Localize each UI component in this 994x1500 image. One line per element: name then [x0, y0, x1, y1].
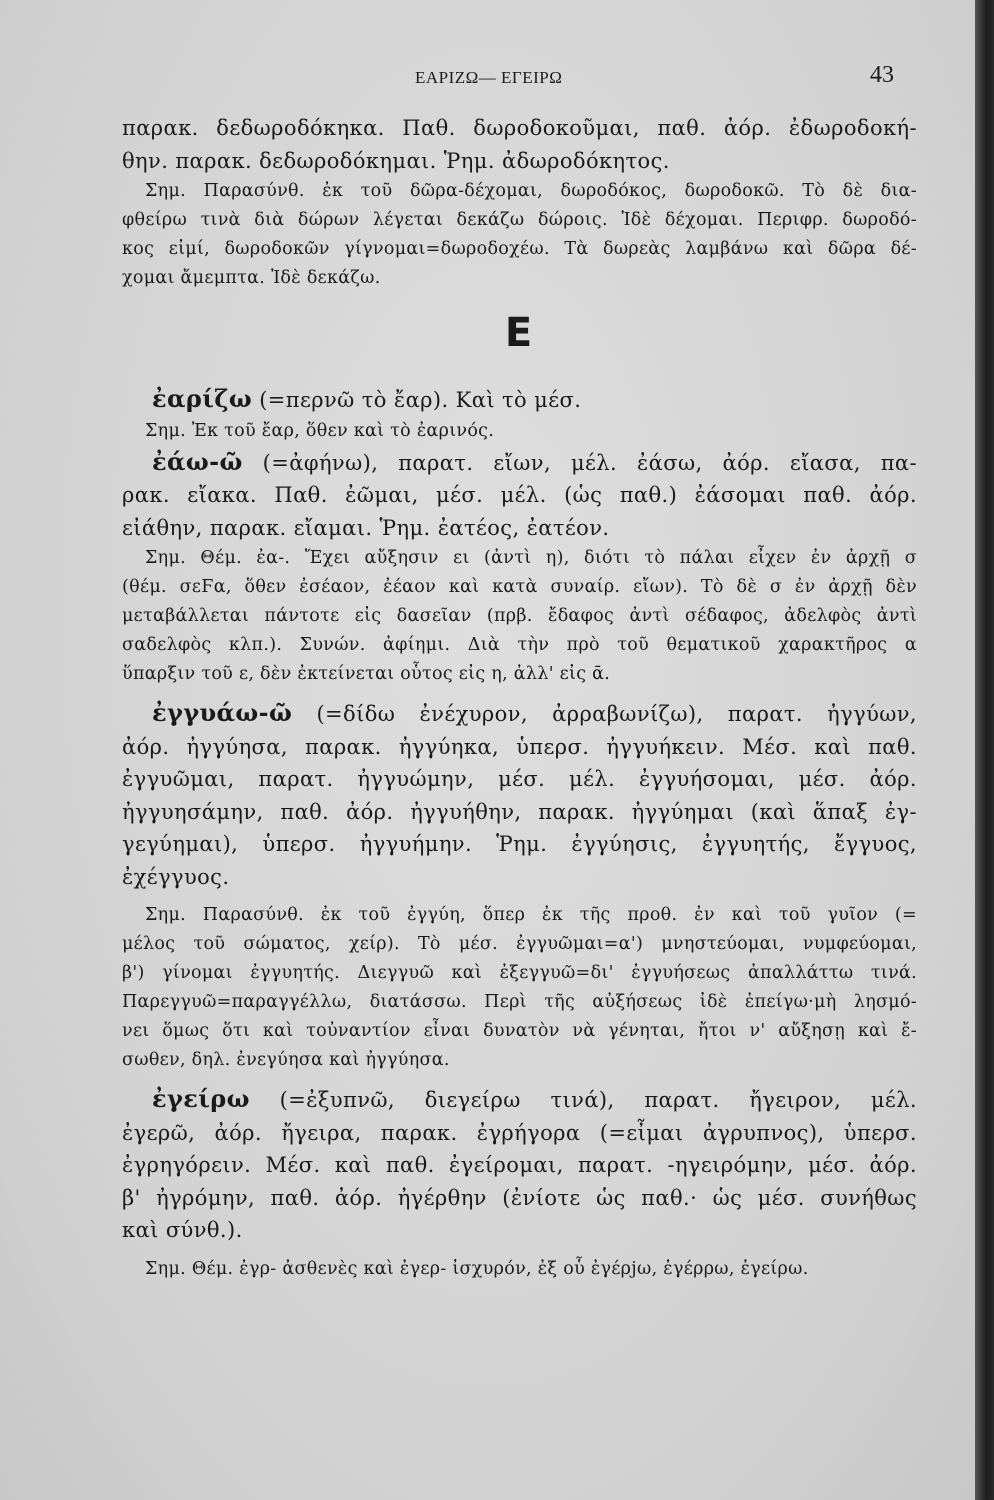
- note-line: σαδελφὸς κλπ.). Συνών. ἀφίημι. Διὰ τὴν πρὸ τοῦ θεματικοῦ χαρακτῆρος α: [122, 635, 917, 655]
- entry-definition: (=δίδω ἐνέχυρον, ἀρραβωνίζω), παρατ. ἠγγύων,: [316, 702, 917, 726]
- note-line: β') γίνομαι ἐγγυητής. Διεγγυῶ καὶ ἐξεγγυῶ=δι' ἐγγυήσεως ἀπαλλάττω τινά.: [122, 963, 917, 983]
- entry-headword: ἐγείρω: [152, 1084, 250, 1113]
- entry-line: ἀόρ. ἠγγύησα, παρακ. ἠγγύηκα, ὑπερσ. ἠγγυήκειν. Μέσ. καὶ παθ.: [122, 734, 917, 759]
- note-line: Σημ. Θέμ. ἐα-. Ἔχει αὔξησιν ει (ἀντὶ η), διότι τὸ πάλαι εἶχεν ἐν ἀρχῇ σ: [145, 548, 917, 568]
- entry-line: ἐγγυῶμαι, παρατ. ἠγγυώμην, μέσ. μέλ. ἐγγυήσομαι, μέσ. ἀόρ.: [122, 767, 917, 791]
- page-header: [0, 62, 975, 92]
- entry-definition: (=περνῶ τὸ ἔαρ). Καὶ τὸ μέσ.: [259, 388, 582, 412]
- page-number: 43: [870, 62, 894, 88]
- note-line: ὕπαρξιν τοῦ ε, δὲν ἐκτείνεται οὗτος εἰς η, ἀλλ' εἰς ᾱ.: [122, 664, 611, 684]
- entry-line: καὶ σύνθ.).: [122, 1218, 243, 1242]
- running-title: ΕΑΡΙΖΩ— ΕΓΕΙΡΩ: [415, 68, 563, 87]
- note-line: Σημ. Ἐκ τοῦ ἔαρ, ὅθεν καὶ τὸ ἐαρινός.: [145, 420, 495, 441]
- note-line: κος εἰμί, δωροδοκῶν γίγνομαι=δωροδοχέω. Τὰ δωρεὰς λαμβάνω καὶ δῶρα δέ-: [122, 239, 917, 259]
- entry-line: ἐγερῶ, ἀόρ. ἤγειρα, παρακ. ἐγρήγορα (=εἶμαι ἀγρυπνος), ὑπερσ.: [122, 1120, 917, 1145]
- note-line: φθείρω τινὰ διὰ δώρων λέγεται δεκάζω δώροις. Ἰδὲ δέχομαι. Περιφρ. δωροδό-: [122, 210, 917, 230]
- note-line: χομαι ἄμεμπτα. Ἰδὲ δεκάζω.: [122, 268, 381, 288]
- note-line: νει ὅμως ὅτι καὶ τοὐναντίον εἶναι δυνατὸν νὰ γένηται, ἤτοι ν' αὔξησῃ καὶ ἔ-: [122, 1021, 917, 1041]
- note-line: μεταβάλλεται πάντοτε εἰς δασεῖαν (πρβ. ἔδαφος ἀντὶ σέδαφος, ἀδελφὸς ἀντὶ: [122, 606, 917, 626]
- note-line: Σημ. Παρασύνθ. ἐκ τοῦ ἐγγύη, ὅπερ ἐκ τῆς προθ. ἐν καὶ τοῦ γυῖον (=: [145, 905, 917, 925]
- note-line: Σημ. Παρασύνθ. ἐκ τοῦ δῶρα-δέχομαι, δωροδόκος, δωροδοκῶ. Τὸ δὲ δια-: [145, 181, 917, 201]
- entry-line: εἰάθην, παρακ. εἴαμαι. Ῥημ. ἐατέος, ἐατέον.: [122, 515, 610, 540]
- entry-first-line: [122, 697, 917, 731]
- entry-headword: ἐγγυάω-ῶ: [152, 698, 293, 727]
- continuation-line: θην. παρακ. δεδωροδόκημαι. Ῥημ. ἀδωροδόκητος.: [122, 148, 670, 173]
- entry-line: ἐχέγγυος.: [122, 864, 230, 889]
- entry-line: γεγύημαι), ὑπερσ. ἠγγυήμην. Ῥημ. ἐγγύησις, ἐγγυητής, ἔγγυος,: [122, 832, 917, 856]
- book-spine-shadow: [975, 0, 994, 1500]
- note-line: Σημ. Θέμ. ἐγρ- ἀσθενὲς καὶ ἐγερ- ἰσχυρόν, ἐξ οὗ ἐγέρjω, ἐγέρρω, ἐγείρω.: [145, 1258, 809, 1279]
- entry-definition: (=ἀφήνω), παρατ. εἴων, μέλ. ἐάσω, ἀόρ. εἴασα, πα-: [262, 450, 917, 475]
- entry-line: ρακ. εἴακα. Παθ. ἐῶμαι, μέσ. μέλ. (ὡς παθ.) ἐάσομαι παθ. ἀόρ.: [122, 483, 917, 507]
- continuation-line: παρακ. δεδωροδόκηκα. Παθ. δωροδοκοῦμαι, παθ. ἀόρ. ἐδωροδοκή-: [122, 116, 917, 140]
- entry-headword: ἐάω-ῶ: [152, 446, 243, 476]
- note-line: μέλος τοῦ σώματος, χείρ). Τὸ μέσ. ἐγγυῶμαι=α') μνηστεύομαι, νυμφεύομαι,: [122, 934, 917, 954]
- dictionary-text: [122, 112, 917, 1284]
- section-letter-heading: Ε: [504, 310, 535, 356]
- note-line: (θέμ. σεϜα, ὅθεν ἐσέαον, ἐέαον καὶ κατὰ συναίρ. εἴων). Τὸ δὲ σ ἐν ἀρχῇ δὲν: [122, 577, 917, 597]
- entry-headword: ἐαρίζω: [152, 384, 253, 413]
- entry-first-line: [122, 383, 917, 417]
- entry-line: ἠγγυησάμην, παθ. ἀόρ. ἠγγυήθην, παρακ. ἠγγύημαι (καὶ ἅπαξ ἐγ-: [122, 799, 917, 824]
- entry-first-line: [122, 446, 917, 480]
- note-line: σωθεν, δηλ. ἐνεγύησα καὶ ἠγγύησα.: [122, 1050, 450, 1070]
- entry-line: β' ἠγρόμην, παθ. ἀόρ. ἠγέρθην (ἐνίοτε ὡς παθ.· ὡς μέσ. συνήθως: [122, 1185, 917, 1210]
- note-line: Παρεγγυῶ=παραγγέλλω, διατάσσω. Περὶ τῆς αὐξήσεως ἰδὲ ἐπείγω·μὴ λησμό-: [122, 992, 917, 1012]
- entry-line: ἐγρηγόρειν. Μέσ. καὶ παθ. ἐγείρομαι, παρατ. -ηγειρόμην, μέσ. ἀόρ.: [122, 1153, 917, 1177]
- entry-definition: (=ἐξυπνῶ, διεγείρω τινά), παρατ. ἤγειρον, μέλ.: [279, 1088, 917, 1112]
- entry-first-line: [122, 1083, 917, 1117]
